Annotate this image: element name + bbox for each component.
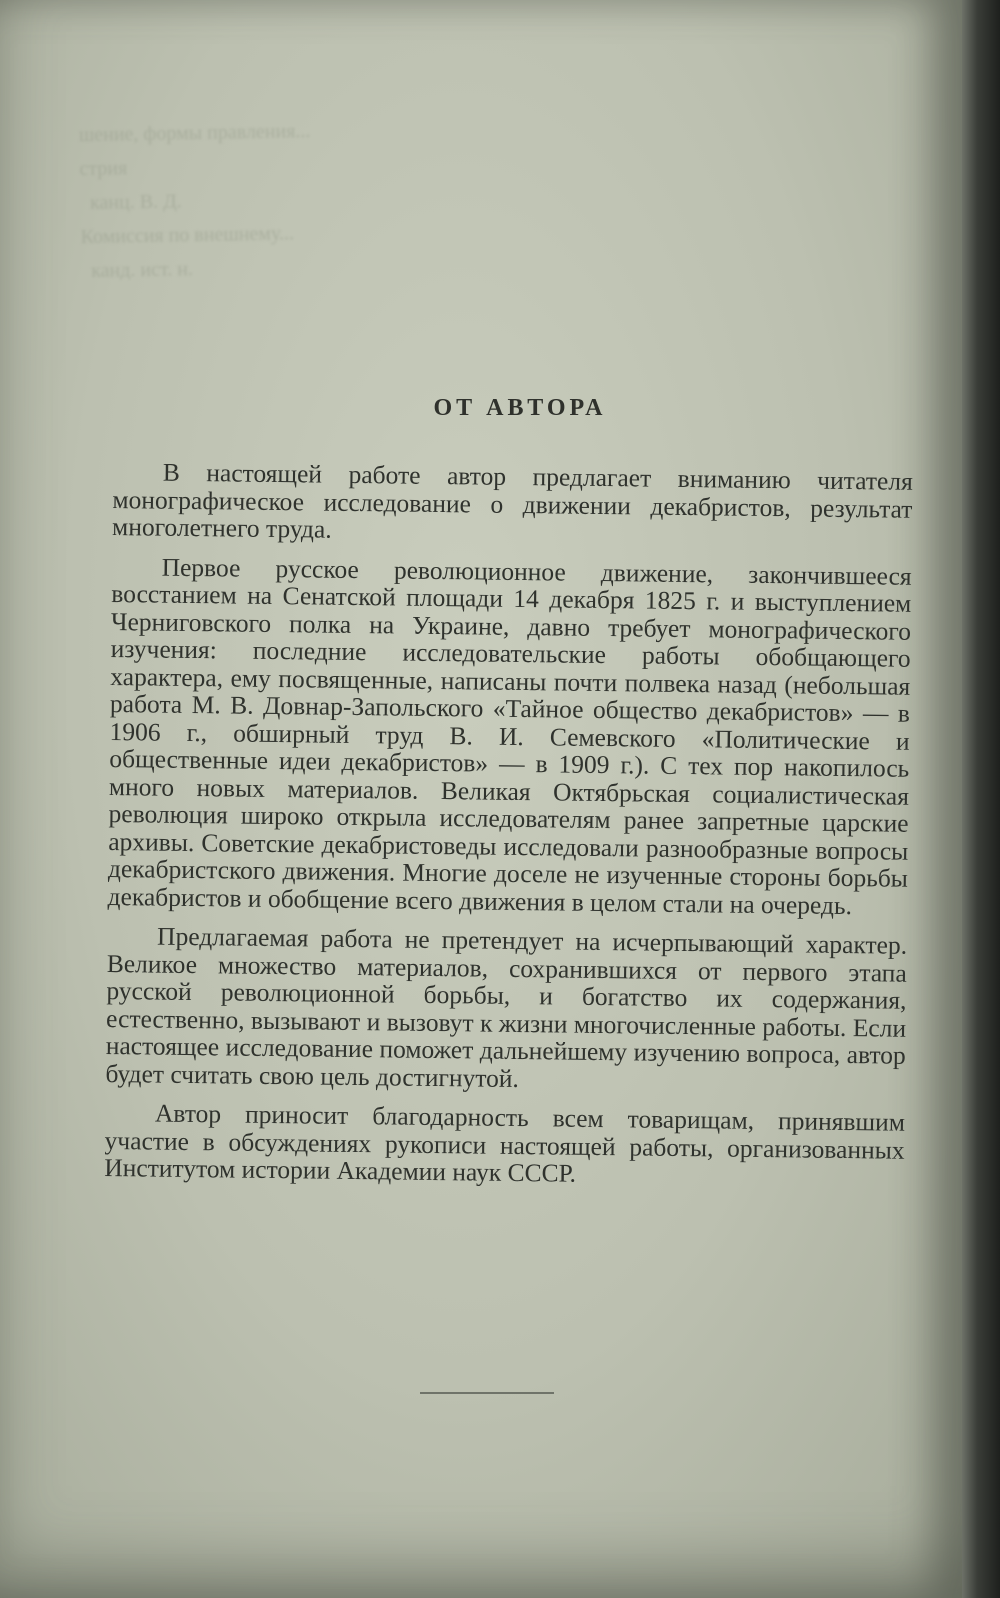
paragraph-thanks: Автор приносит благодарность всем товарищам, принявшим участие в обсуждениях рукописи настоящей работы, организованных Институтом истории Академии наук СССР. — [104, 1098, 906, 1188]
body-text — [104, 458, 913, 1203]
bleed-line: канц. В. Д. — [89, 190, 182, 214]
bleed-line: канд. ист. н. — [91, 258, 194, 282]
bleed-line: шение, формы правления... — [78, 120, 311, 147]
bleed-line: Комиссия по внешнему... — [80, 222, 295, 249]
closing-rule — [420, 1392, 554, 1394]
bleed-line: стрия — [79, 157, 128, 181]
paragraph-history: Первое русское революционное движение, закончившееся восстанием на Сенатской площади 14 декабря 1825 г. и выступлением Черниговского полка на Украине, давно требует монографического изучения: последние исследовательские работы обобщающего характера, ему посвященные, написаны почти полвека назад (небольшая работа М. В. Довнар-Запольского «Тайное общество декабристов» — в 1906 г., обширный труд В. И. Семевского «Политические и общественные идеи декабристов» — в 1909 г.). С тех пор накопилось много новых материалов. Великая Октябрьская социалистическая революция широко открыла исследователям ранее запретные царские архивы. Советские декабристоведы исследовали разнообразные вопросы декабристского движения. Многие доселе не изученные стороны борьбы декабристов и обобщение всего движения в целом стали на очередь. — [107, 552, 912, 920]
paragraph-intro: В настоящей работе автор предлагает вниманию читателя монографическое исследование о движении декабристов, результат многолетнего труда. — [111, 457, 913, 544]
paragraph-scope: Предлагаемая работа не претендует на исчерпывающий характер. Великое множество материалов, сохранившихся от первого этапа русской революционной борьбы, и богатство их содержания, естественно, вызывают и вызовут к жизни многочисленные работы. Если настоящее исследование поможет дальнейшему изучению вопроса, автор будет считать свою цель достигнутой. — [105, 921, 908, 1093]
bleed-through-text — [79, 112, 442, 288]
book-edge — [962, 0, 1000, 1598]
section-title: ОТ АВТОРА — [433, 395, 607, 421]
